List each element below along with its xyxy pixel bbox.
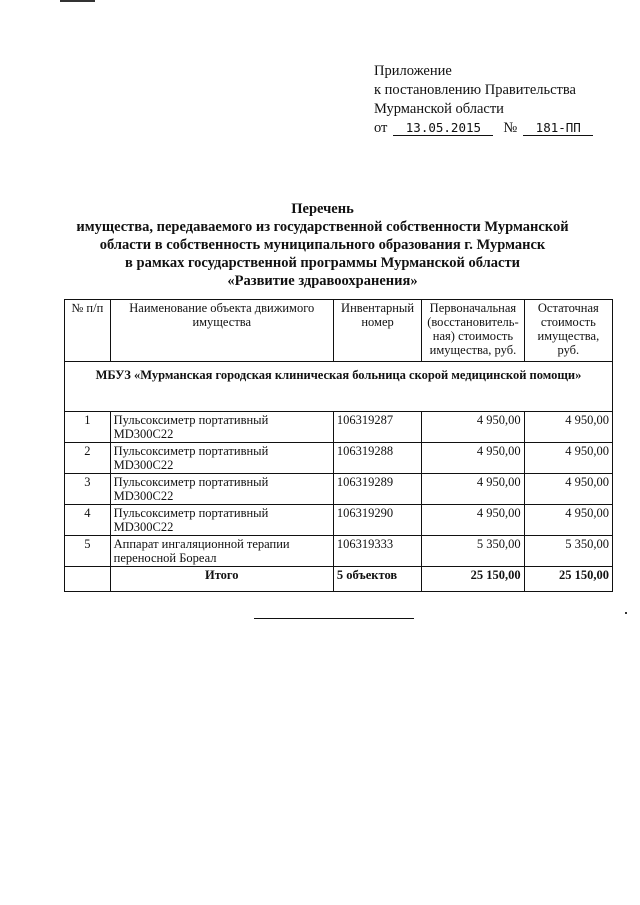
scan-mark-dot bbox=[625, 612, 627, 614]
total-initial-cost: 25 150,00 bbox=[422, 567, 524, 592]
property-table bbox=[64, 299, 613, 592]
header-num: № п/п bbox=[65, 300, 111, 362]
row-residual-cost: 4 950,00 bbox=[524, 505, 612, 536]
header-name: Наименование объекта движимого имущества bbox=[110, 300, 333, 362]
row-inventory: 106319289 bbox=[333, 474, 421, 505]
header-inventory: Инвентарный номер bbox=[333, 300, 421, 362]
number-label: № bbox=[503, 120, 518, 136]
document-title bbox=[60, 200, 585, 290]
total-residual-cost: 25 150,00 bbox=[524, 567, 612, 592]
row-num: 3 bbox=[65, 474, 111, 505]
header-residual-cost: Остаточная стоимость имущества, руб. bbox=[524, 300, 612, 362]
organization-row bbox=[65, 362, 613, 412]
title-line-2: имущества, передаваемого из государственной собственности Мурманской bbox=[76, 219, 569, 235]
organization-name: МБУЗ «Мурманская городская клиническая больница скорой медицинской помощи» bbox=[65, 362, 613, 412]
row-initial-cost: 4 950,00 bbox=[422, 443, 524, 474]
table-row bbox=[65, 443, 613, 474]
table-row bbox=[65, 536, 613, 567]
row-residual-cost: 5 350,00 bbox=[524, 536, 612, 567]
decree-date: 13.05.2015 bbox=[393, 121, 493, 136]
row-residual-cost: 4 950,00 bbox=[524, 412, 612, 443]
total-row bbox=[65, 567, 613, 592]
total-label: Итого bbox=[110, 567, 333, 592]
table-row bbox=[65, 474, 613, 505]
total-count: 5 объектов bbox=[333, 567, 421, 592]
table-row bbox=[65, 505, 613, 536]
row-initial-cost: 5 350,00 bbox=[422, 536, 524, 567]
row-initial-cost: 4 950,00 bbox=[422, 412, 524, 443]
row-inventory: 106319287 bbox=[333, 412, 421, 443]
row-num: 2 bbox=[65, 443, 111, 474]
row-inventory: 106319290 bbox=[333, 505, 421, 536]
scan-mark-top bbox=[60, 0, 95, 2]
title-line-3: области в собственность муниципального образования г. Мурманск bbox=[99, 237, 546, 253]
appendix-date-row bbox=[374, 119, 593, 138]
title-line-4: в рамках государственной программы Мурманской области bbox=[125, 255, 520, 271]
title-line-1: Перечень bbox=[291, 201, 354, 217]
row-name: Пульсоксиметр портативный MD300C22 bbox=[110, 412, 333, 443]
header-initial-cost: Первоначальная (восстановитель-ная) стоимость имущества, руб. bbox=[422, 300, 524, 362]
row-name: Пульсоксиметр портативный MD300C22 bbox=[110, 474, 333, 505]
table-row bbox=[65, 412, 613, 443]
row-initial-cost: 4 950,00 bbox=[422, 505, 524, 536]
row-num: 1 bbox=[65, 412, 111, 443]
appendix-line-2: к постановлению Правительства bbox=[374, 82, 576, 98]
row-name: Пульсоксиметр портативный MD300C22 bbox=[110, 505, 333, 536]
title-line-5: «Развитие здравоохранения» bbox=[227, 273, 418, 289]
row-inventory: 106319333 bbox=[333, 536, 421, 567]
row-initial-cost: 4 950,00 bbox=[422, 474, 524, 505]
appendix-block bbox=[374, 62, 593, 138]
closing-line bbox=[254, 618, 414, 619]
row-num: 4 bbox=[65, 505, 111, 536]
appendix-line-1: Приложение bbox=[374, 63, 452, 79]
decree-number: 181-ПП bbox=[523, 121, 593, 136]
row-name: Аппарат ингаляционной терапии переносной Бореал bbox=[110, 536, 333, 567]
from-label: от bbox=[374, 120, 388, 136]
total-num-cell bbox=[65, 567, 111, 592]
row-num: 5 bbox=[65, 536, 111, 567]
row-residual-cost: 4 950,00 bbox=[524, 474, 612, 505]
row-residual-cost: 4 950,00 bbox=[524, 443, 612, 474]
appendix-line-3: Мурманской области bbox=[374, 101, 504, 117]
table-header-row bbox=[65, 300, 613, 362]
row-inventory: 106319288 bbox=[333, 443, 421, 474]
row-name: Пульсоксиметр портативный MD300C22 bbox=[110, 443, 333, 474]
